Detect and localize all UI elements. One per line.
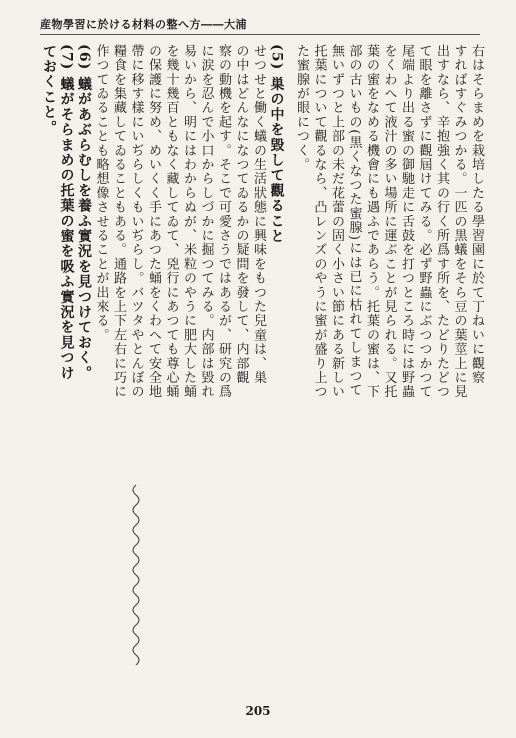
text-column: 尾端より出る蜜の御馳走に舌鼓を打つところ時には野蟲 (399, 44, 414, 399)
text-column: 右はそらまめを栽培したる學習園に於て丁ねいに觀察 (469, 44, 484, 385)
text-column: の中はどんなになつてゐるかの疑問を發して、内部觀 (233, 44, 249, 385)
running-header: 産物學習に於ける材料の整へ方――大浦 (40, 18, 247, 31)
page-number: 205 (245, 704, 271, 718)
text-column: 帶に移す樣にいぢらしくもいぢらし。バツタやとんぼの (128, 44, 144, 399)
section-heading-column: (6) 蟻があぶらむしを養ふ實況を見つけておく。 (76, 44, 92, 381)
text-column: をくわへて液汁の多い場所に運ぶことが見られる。又托 (381, 44, 397, 399)
text-column: 部の古いもの(黒くなつた蜜腺)には已に枯れてしまつて (346, 44, 362, 398)
text-column: の保護に努め、めいくく手にあつた蛹をくわへて安全地 (146, 44, 161, 399)
text-column: て眼を離さずに觀屆けてみる。必ず野蟲にぶつつかつて (416, 44, 432, 399)
text-column: に涙を忍んで小口からしづかに掘つてみる。内部は毀れ (198, 44, 214, 399)
text-column: 托葉について觀るなら、凸レンズのやうに蜜が盛り上つ (311, 44, 327, 399)
text-column: 葉の蜜をなめる機會にも遇ふであらう。托葉の蜜は、下 (364, 44, 379, 399)
text-column: 易いから、明にはわからぬが、米粒のやうに肥大した蛹 (181, 44, 196, 399)
text-column: 出すなら、辛抱強く其の行く所爲す所を、たどりたどつ (434, 44, 449, 399)
section-heading-column: ておくこと。 (41, 44, 57, 136)
text-column: た蜜腺が眼につく。 (294, 44, 309, 172)
section-heading-column: (5) 巣の中を毀して觀ること (268, 44, 285, 244)
section-heading-column: (7) 蟻がそらまめの托葉の蜜を吸ふ實況を見つけ (58, 44, 75, 381)
text-column: せつせと働く蟻の生活狀態に興味をもつた兒童は、巣 (251, 44, 266, 385)
text-column: すればすぐみつかる。一匹の黒蟻をそら豆の葉莖上に見 (451, 44, 467, 399)
header-rule (40, 34, 480, 35)
wavy-divider (126, 485, 146, 665)
text-column: 作つてゐることも略想像させることが出來る。 (93, 44, 109, 343)
text-column: 糧食を集藏してゐることもある。通路を上下左右に巧に (111, 44, 126, 399)
text-column: を幾十幾百ともなく藏してゐて、兇行にあつても尊心蛹 (163, 44, 179, 399)
text-column: 察の動機を起す。そこで可愛さうではあるが、研究の爲 (216, 44, 231, 399)
text-column: 無いずつと上部の未だ花蕾の固く小さい節にある新しい (329, 44, 344, 399)
